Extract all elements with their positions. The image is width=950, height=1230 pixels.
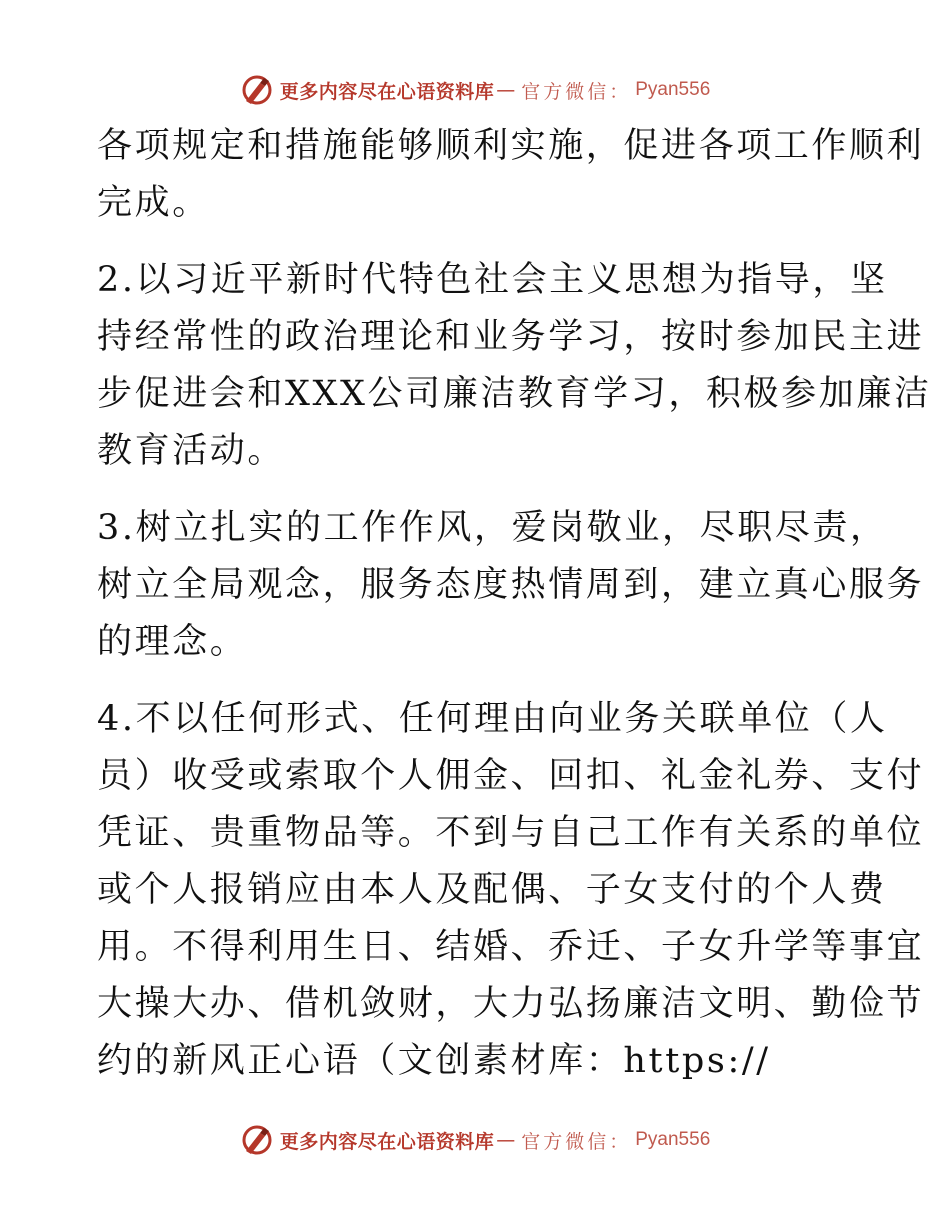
text-line: 步促进会和XXX公司廉洁教育学习，积极参加廉洁 [97, 374, 932, 414]
paragraph [97, 691, 925, 1090]
header-banner [0, 70, 950, 110]
text-line: 各项规定和措施能够顺利实施，促进各项工作顺利 [97, 126, 925, 166]
pen-logo-icon [240, 1123, 274, 1157]
text-line: 树立全局观念，服务态度热情周到，建立真心服务 [97, 565, 925, 605]
official-wechat-label: 官方微信： [521, 80, 632, 103]
text-line: 大操大办、借机敛财，大力弘扬廉洁文明、勤俭节 [97, 984, 925, 1024]
text-line: 3.树立扎实的工作作风，爱岗敬业，尽职尽责， [97, 508, 888, 548]
brand-text: 更多内容尽在心语资料库 [279, 80, 495, 103]
wechat-id: Pyan556 [635, 1129, 711, 1150]
brand-text: 更多内容尽在心语资料库 [279, 1130, 495, 1153]
pen-logo-icon [240, 73, 274, 107]
text-line: 4.不以任何形式、任何理由向业务关联单位（人 [97, 699, 888, 739]
text-line: 完成。 [97, 183, 210, 223]
text-line: 约的新风正心语（文创素材库：https:// [97, 1041, 771, 1081]
text-line: 凭证、贵重物品等。不到与自己工作有关系的单位 [97, 813, 925, 853]
wechat-id: Pyan556 [635, 79, 711, 100]
text-line: 2.以习近平新时代特色社会主义思想为指导，坚 [97, 260, 888, 300]
paragraph [97, 118, 925, 232]
banner-separator: — [496, 1129, 516, 1151]
text-line: 用。不得利用生日、结婚、乔迁、子女升学等事宜 [97, 927, 925, 967]
text-line: 或个人报销应由本人及配偶、子女支付的个人费 [97, 870, 887, 910]
document-body [97, 118, 932, 1110]
text-line: 教育活动。 [97, 431, 286, 471]
paragraph [97, 500, 925, 671]
official-wechat-label: 官方微信： [521, 1130, 632, 1153]
text-line: 的理念。 [97, 622, 248, 662]
footer-banner [0, 1120, 950, 1160]
banner-separator: — [496, 79, 516, 101]
text-line: 员）收受或索取个人佣金、回扣、礼金礼券、支付 [97, 756, 925, 796]
paragraph [97, 252, 932, 480]
text-line: 持经常性的政治理论和业务学习，按时参加民主进 [97, 317, 925, 357]
